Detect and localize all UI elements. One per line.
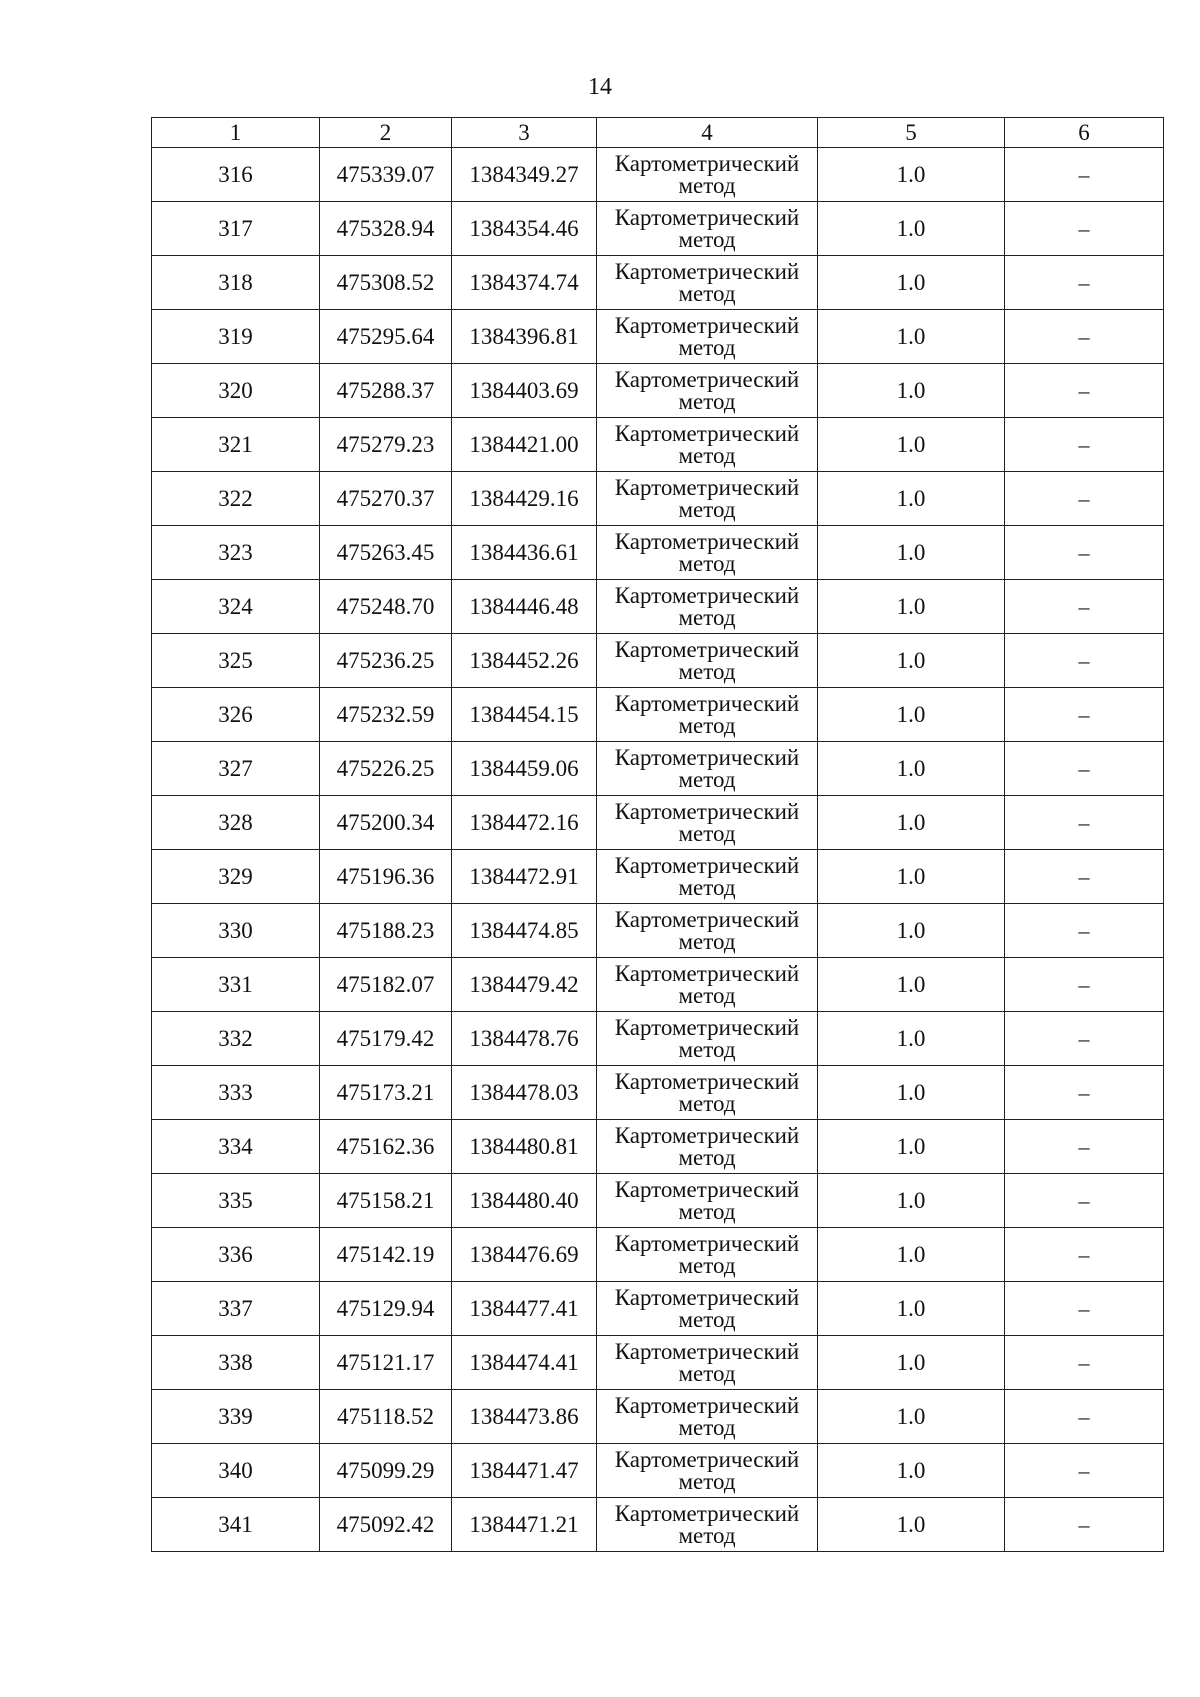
table-row: [152, 364, 1164, 418]
table-row: [152, 472, 1164, 526]
method-line-2: метод: [678, 442, 736, 468]
x-coordinate-cell: 475232.59: [320, 688, 452, 742]
x-coordinate-cell: 475270.37: [320, 472, 452, 526]
table-row: [152, 1012, 1164, 1066]
method-line-2: метод: [678, 874, 736, 900]
method-line-1: Картометрический: [614, 906, 800, 932]
method-cell: [597, 580, 818, 634]
method-cell: [597, 1498, 818, 1552]
y-coordinate-cell: 1384374.74: [452, 256, 597, 310]
table-row: [152, 202, 1164, 256]
y-coordinate-cell: 1384459.06: [452, 742, 597, 796]
accuracy-cell: 1.0: [818, 1228, 1005, 1282]
method-line-1: Картометрический: [614, 852, 800, 878]
accuracy-cell: 1.0: [818, 1498, 1005, 1552]
y-coordinate-cell: 1384354.46: [452, 202, 597, 256]
method-line-1: Картометрический: [614, 1068, 800, 1094]
method-line-2: метод: [678, 1198, 736, 1224]
point-number-cell: 325: [152, 634, 320, 688]
description-cell: –: [1005, 148, 1164, 202]
method-line-1: Картометрический: [614, 1122, 800, 1148]
method-line-2: метод: [678, 280, 736, 306]
method-line-2: метод: [678, 496, 736, 522]
method-line-2: метод: [678, 1090, 736, 1116]
accuracy-cell: 1.0: [818, 1066, 1005, 1120]
description-cell: –: [1005, 256, 1164, 310]
description-cell: –: [1005, 472, 1164, 526]
accuracy-cell: 1.0: [818, 796, 1005, 850]
accuracy-cell: 1.0: [818, 418, 1005, 472]
method-line-2: метод: [678, 820, 736, 846]
y-coordinate-cell: 1384396.81: [452, 310, 597, 364]
accuracy-cell: 1.0: [818, 1012, 1005, 1066]
y-coordinate-cell: 1384452.26: [452, 634, 597, 688]
method-line-1: Картометрический: [614, 1014, 800, 1040]
method-line-2: метод: [678, 712, 736, 738]
description-cell: –: [1005, 580, 1164, 634]
point-number-cell: 340: [152, 1444, 320, 1498]
point-number-cell: 323: [152, 526, 320, 580]
y-coordinate-cell: 1384471.21: [452, 1498, 597, 1552]
point-number-cell: 324: [152, 580, 320, 634]
method-line-2: метод: [678, 982, 736, 1008]
method-line-1: Картометрический: [614, 1446, 800, 1472]
method-cell: [597, 364, 818, 418]
table-row: [152, 1174, 1164, 1228]
description-cell: –: [1005, 634, 1164, 688]
y-coordinate-cell: 1384471.47: [452, 1444, 597, 1498]
y-coordinate-cell: 1384472.16: [452, 796, 597, 850]
method-line-2: метод: [678, 1252, 736, 1278]
description-cell: –: [1005, 688, 1164, 742]
table-row: [152, 958, 1164, 1012]
method-line-2: метод: [678, 388, 736, 414]
accuracy-cell: 1.0: [818, 1282, 1005, 1336]
y-coordinate-cell: 1384349.27: [452, 148, 597, 202]
method-cell: [597, 310, 818, 364]
method-cell: [597, 526, 818, 580]
point-number-cell: 329: [152, 850, 320, 904]
x-coordinate-cell: 475263.45: [320, 526, 452, 580]
table-row: [152, 796, 1164, 850]
y-coordinate-cell: 1384478.03: [452, 1066, 597, 1120]
accuracy-cell: 1.0: [818, 688, 1005, 742]
description-cell: –: [1005, 1336, 1164, 1390]
point-number-cell: 337: [152, 1282, 320, 1336]
x-coordinate-cell: 475295.64: [320, 310, 452, 364]
method-cell: [597, 256, 818, 310]
table-row: [152, 1066, 1164, 1120]
method-cell: [597, 796, 818, 850]
method-line-1: Картометрический: [614, 690, 800, 716]
description-cell: –: [1005, 1228, 1164, 1282]
point-number-cell: 334: [152, 1120, 320, 1174]
x-coordinate-cell: 475248.70: [320, 580, 452, 634]
description-cell: –: [1005, 796, 1164, 850]
point-number-cell: 322: [152, 472, 320, 526]
method-line-1: Картометрический: [614, 312, 800, 338]
point-number-cell: 328: [152, 796, 320, 850]
description-cell: –: [1005, 526, 1164, 580]
point-number-cell: 317: [152, 202, 320, 256]
method-line-2: метод: [678, 1468, 736, 1494]
accuracy-cell: 1.0: [818, 364, 1005, 418]
method-cell: [597, 472, 818, 526]
table-row: [152, 1228, 1164, 1282]
method-line-2: метод: [678, 1522, 736, 1548]
table-row: [152, 310, 1164, 364]
point-number-cell: 320: [152, 364, 320, 418]
method-line-1: Картометрический: [614, 1500, 800, 1526]
accuracy-cell: 1.0: [818, 1336, 1005, 1390]
column-header-4: 4: [597, 118, 818, 148]
method-line-2: метод: [678, 1036, 736, 1062]
x-coordinate-cell: 475182.07: [320, 958, 452, 1012]
y-coordinate-cell: 1384474.41: [452, 1336, 597, 1390]
description-cell: –: [1005, 418, 1164, 472]
point-number-cell: 316: [152, 148, 320, 202]
method-line-1: Картометрический: [614, 582, 800, 608]
method-cell: [597, 1444, 818, 1498]
x-coordinate-cell: 475328.94: [320, 202, 452, 256]
table-row: [152, 256, 1164, 310]
description-cell: –: [1005, 958, 1164, 1012]
x-coordinate-cell: 475129.94: [320, 1282, 452, 1336]
point-number-cell: 326: [152, 688, 320, 742]
column-header-2: 2: [320, 118, 452, 148]
method-cell: [597, 1066, 818, 1120]
column-header-6: 6: [1005, 118, 1164, 148]
description-cell: –: [1005, 364, 1164, 418]
description-cell: –: [1005, 850, 1164, 904]
description-cell: –: [1005, 1120, 1164, 1174]
page-number: 14: [588, 74, 612, 100]
description-cell: –: [1005, 1174, 1164, 1228]
y-coordinate-cell: 1384403.69: [452, 364, 597, 418]
method-line-2: метод: [678, 226, 736, 252]
description-cell: –: [1005, 202, 1164, 256]
table-row: [152, 634, 1164, 688]
method-line-1: Картометрический: [614, 798, 800, 824]
description-cell: –: [1005, 1066, 1164, 1120]
y-coordinate-cell: 1384474.85: [452, 904, 597, 958]
method-line-1: Картометрический: [614, 1284, 800, 1310]
accuracy-cell: 1.0: [818, 742, 1005, 796]
x-coordinate-cell: 475288.37: [320, 364, 452, 418]
y-coordinate-cell: 1384476.69: [452, 1228, 597, 1282]
table-row: [152, 148, 1164, 202]
accuracy-cell: 1.0: [818, 310, 1005, 364]
table-row: [152, 1390, 1164, 1444]
method-line-1: Картометрический: [614, 258, 800, 284]
table-row: [152, 418, 1164, 472]
y-coordinate-cell: 1384480.40: [452, 1174, 597, 1228]
table-row: [152, 688, 1164, 742]
description-cell: –: [1005, 1282, 1164, 1336]
table-row: [152, 526, 1164, 580]
method-line-1: Картометрический: [614, 420, 800, 446]
method-line-1: Картометрический: [614, 528, 800, 554]
description-cell: –: [1005, 742, 1164, 796]
method-cell: [597, 904, 818, 958]
table-row: [152, 1282, 1164, 1336]
accuracy-cell: 1.0: [818, 634, 1005, 688]
method-line-1: Картометрический: [614, 150, 800, 176]
x-coordinate-cell: 475118.52: [320, 1390, 452, 1444]
x-coordinate-cell: 475121.17: [320, 1336, 452, 1390]
accuracy-cell: 1.0: [818, 1444, 1005, 1498]
y-coordinate-cell: 1384454.15: [452, 688, 597, 742]
description-cell: –: [1005, 1498, 1164, 1552]
x-coordinate-cell: 475158.21: [320, 1174, 452, 1228]
method-cell: [597, 1282, 818, 1336]
method-cell: [597, 688, 818, 742]
description-cell: –: [1005, 1390, 1164, 1444]
x-coordinate-cell: 475188.23: [320, 904, 452, 958]
x-coordinate-cell: 475308.52: [320, 256, 452, 310]
method-cell: [597, 1174, 818, 1228]
y-coordinate-cell: 1384473.86: [452, 1390, 597, 1444]
method-line-1: Картометрический: [614, 366, 800, 392]
point-number-cell: 338: [152, 1336, 320, 1390]
description-cell: –: [1005, 1444, 1164, 1498]
x-coordinate-cell: 475162.36: [320, 1120, 452, 1174]
table-row: [152, 1444, 1164, 1498]
point-number-cell: 336: [152, 1228, 320, 1282]
method-line-2: метод: [678, 550, 736, 576]
column-header-5: 5: [818, 118, 1005, 148]
accuracy-cell: 1.0: [818, 256, 1005, 310]
table-row: [152, 742, 1164, 796]
x-coordinate-cell: 475226.25: [320, 742, 452, 796]
table-row: [152, 904, 1164, 958]
column-header-3: 3: [452, 118, 597, 148]
coordinates-table: [151, 117, 1164, 1552]
method-line-2: метод: [678, 334, 736, 360]
point-number-cell: 321: [152, 418, 320, 472]
table-row: [152, 1336, 1164, 1390]
table-header-row: [152, 118, 1164, 148]
accuracy-cell: 1.0: [818, 850, 1005, 904]
method-line-2: метод: [678, 1306, 736, 1332]
table-row: [152, 850, 1164, 904]
accuracy-cell: 1.0: [818, 1390, 1005, 1444]
x-coordinate-cell: 475196.36: [320, 850, 452, 904]
column-header-1: 1: [152, 118, 320, 148]
description-cell: –: [1005, 310, 1164, 364]
y-coordinate-cell: 1384436.61: [452, 526, 597, 580]
x-coordinate-cell: 475142.19: [320, 1228, 452, 1282]
description-cell: –: [1005, 1012, 1164, 1066]
method-line-2: метод: [678, 604, 736, 630]
y-coordinate-cell: 1384480.81: [452, 1120, 597, 1174]
method-line-2: метод: [678, 1360, 736, 1386]
x-coordinate-cell: 475099.29: [320, 1444, 452, 1498]
method-cell: [597, 850, 818, 904]
x-coordinate-cell: 475339.07: [320, 148, 452, 202]
x-coordinate-cell: 475092.42: [320, 1498, 452, 1552]
point-number-cell: 335: [152, 1174, 320, 1228]
y-coordinate-cell: 1384446.48: [452, 580, 597, 634]
method-line-1: Картометрический: [614, 1176, 800, 1202]
method-line-2: метод: [678, 1414, 736, 1440]
accuracy-cell: 1.0: [818, 526, 1005, 580]
method-cell: [597, 148, 818, 202]
method-line-2: метод: [678, 172, 736, 198]
accuracy-cell: 1.0: [818, 1174, 1005, 1228]
accuracy-cell: 1.0: [818, 904, 1005, 958]
x-coordinate-cell: 475200.34: [320, 796, 452, 850]
point-number-cell: 339: [152, 1390, 320, 1444]
point-number-cell: 333: [152, 1066, 320, 1120]
method-line-2: метод: [678, 928, 736, 954]
x-coordinate-cell: 475179.42: [320, 1012, 452, 1066]
point-number-cell: 332: [152, 1012, 320, 1066]
y-coordinate-cell: 1384478.76: [452, 1012, 597, 1066]
accuracy-cell: 1.0: [818, 202, 1005, 256]
point-number-cell: 318: [152, 256, 320, 310]
method-cell: [597, 1228, 818, 1282]
x-coordinate-cell: 475279.23: [320, 418, 452, 472]
x-coordinate-cell: 475173.21: [320, 1066, 452, 1120]
method-line-1: Картометрический: [614, 1338, 800, 1364]
y-coordinate-cell: 1384477.41: [452, 1282, 597, 1336]
accuracy-cell: 1.0: [818, 958, 1005, 1012]
method-line-1: Картометрический: [614, 636, 800, 662]
method-line-1: Картометрический: [614, 960, 800, 986]
table-row: [152, 580, 1164, 634]
table-row: [152, 1498, 1164, 1552]
accuracy-cell: 1.0: [818, 472, 1005, 526]
table-row: [152, 1120, 1164, 1174]
x-coordinate-cell: 475236.25: [320, 634, 452, 688]
method-cell: [597, 1336, 818, 1390]
method-line-1: Картометрический: [614, 1230, 800, 1256]
method-cell: [597, 958, 818, 1012]
method-line-1: Картометрический: [614, 474, 800, 500]
method-line-1: Картометрический: [614, 744, 800, 770]
method-cell: [597, 634, 818, 688]
description-cell: –: [1005, 904, 1164, 958]
point-number-cell: 327: [152, 742, 320, 796]
method-cell: [597, 202, 818, 256]
y-coordinate-cell: 1384472.91: [452, 850, 597, 904]
method-cell: [597, 418, 818, 472]
accuracy-cell: 1.0: [818, 580, 1005, 634]
method-cell: [597, 742, 818, 796]
method-line-2: метод: [678, 766, 736, 792]
method-cell: [597, 1390, 818, 1444]
method-line-1: Картометрический: [614, 1392, 800, 1418]
method-line-2: метод: [678, 1144, 736, 1170]
accuracy-cell: 1.0: [818, 148, 1005, 202]
point-number-cell: 331: [152, 958, 320, 1012]
accuracy-cell: 1.0: [818, 1120, 1005, 1174]
point-number-cell: 319: [152, 310, 320, 364]
y-coordinate-cell: 1384429.16: [452, 472, 597, 526]
method-cell: [597, 1120, 818, 1174]
point-number-cell: 330: [152, 904, 320, 958]
method-line-2: метод: [678, 658, 736, 684]
method-cell: [597, 1012, 818, 1066]
method-line-1: Картометрический: [614, 204, 800, 230]
y-coordinate-cell: 1384421.00: [452, 418, 597, 472]
y-coordinate-cell: 1384479.42: [452, 958, 597, 1012]
point-number-cell: 341: [152, 1498, 320, 1552]
